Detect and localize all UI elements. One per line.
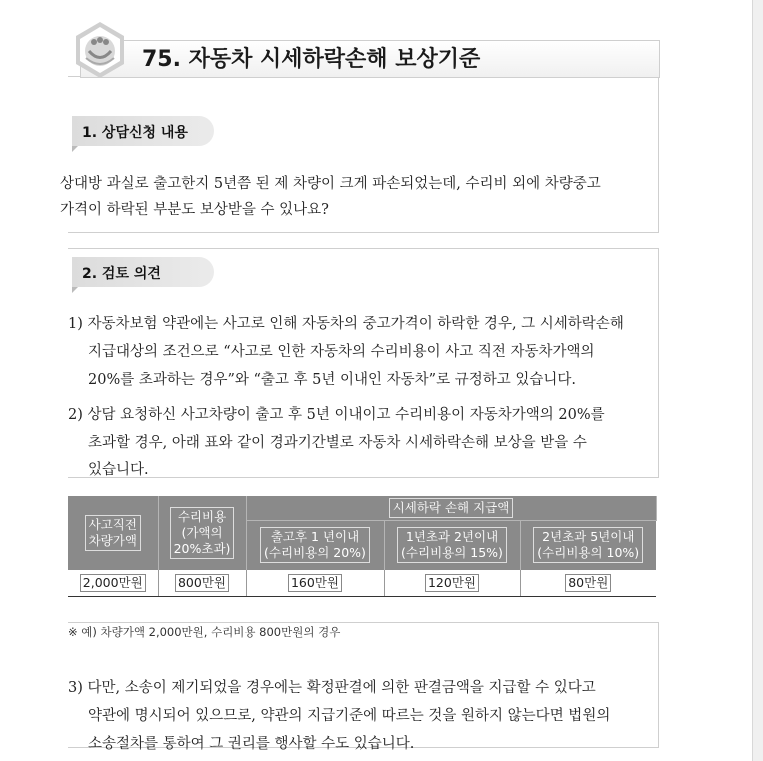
- header-depreciation-group: 시세하락 손해 지급액: [246, 496, 656, 520]
- review-item1-line-2: 지급대상의 조건으로 “사고로 인한 자동차의 수리비용이 사고 직전 자동차가액의: [88, 344, 595, 360]
- item3-line-3: 소송절차를 통하여 그 권리를 행사할 수도 있습니다.: [88, 736, 415, 752]
- header-period-3: 2년초과 5년이내 (수리비용의 10%): [520, 520, 656, 570]
- pill-tail: [72, 146, 78, 152]
- section-heading-review: [72, 257, 214, 287]
- header-vehicle-value: 사고직전 차량가액: [68, 496, 158, 570]
- cell-period-1: 160만원: [246, 570, 384, 597]
- header-repair-cost: 수리비용 (가액의 20%초과): [158, 496, 246, 570]
- example-note: ※ 예) 차량가액 2,000만원, 수리비용 800만원의 경우: [68, 625, 341, 639]
- cell-repair-cost: 800만원: [158, 570, 246, 597]
- item3-line-1: 3) 다만, 소송이 제기되었을 경우에는 확정판결에 의한 판결금액을 지급할 수 있다고: [68, 680, 596, 696]
- header-period-2: 1년초과 2년이내 (수리비용의 15%): [384, 520, 520, 570]
- table-row: [68, 570, 656, 597]
- consultation-badge-icon: [70, 20, 130, 80]
- section-heading-request-label: 1. 상담신청 내용: [82, 125, 188, 141]
- scrollbar[interactable]: [752, 0, 763, 761]
- request-line-2: 가격이 하락된 부분도 보상받을 수 있나요?: [60, 202, 329, 218]
- page-title: 75. 자동차 시세하락손해 보상기준: [142, 47, 481, 72]
- review-item2-line-1: 2) 상담 요청하신 사고차량이 출고 후 5년 이내이고 수리비용이 자동차가액의 20%를: [68, 407, 605, 423]
- item3-line-2: 약관에 명시되어 있으므로, 약관의 지급기준에 따르는 것을 원하지 않는다면 법원의: [88, 708, 611, 724]
- review-item1-line-3: 20%를 초과하는 경우”와 “출고 후 5년 이내인 자동차”로 규정하고 있습니다.: [88, 372, 576, 388]
- cell-period-3: 80만원: [520, 570, 656, 597]
- cell-period-2: 120만원: [384, 570, 520, 597]
- review-item1-line-1: 1) 자동차보험 약관에는 사고로 인해 자동차의 중고가격이 하락한 경우, 그 시세하락손해: [68, 316, 624, 332]
- cell-vehicle-value: 2,000만원: [68, 570, 158, 597]
- review-item2-line-2: 초과할 경우, 아래 표와 같이 경과기간별로 자동차 시세하락손해 보상을 받을 수: [88, 435, 587, 451]
- pill-tail: [72, 287, 78, 293]
- header-period-1: 출고후 1 년이내 (수리비용의 20%): [246, 520, 384, 570]
- section-heading-request: [72, 116, 214, 146]
- request-line-1: 상대방 과실로 출고한지 5년쯤 된 제 차량이 크게 파손되었는데, 수리비 외에 차량중고: [60, 176, 601, 192]
- section-heading-review-label: 2. 검토 의견: [82, 266, 161, 282]
- review-item2-line-3: 있습니다.: [88, 462, 149, 478]
- depreciation-table: [68, 496, 657, 597]
